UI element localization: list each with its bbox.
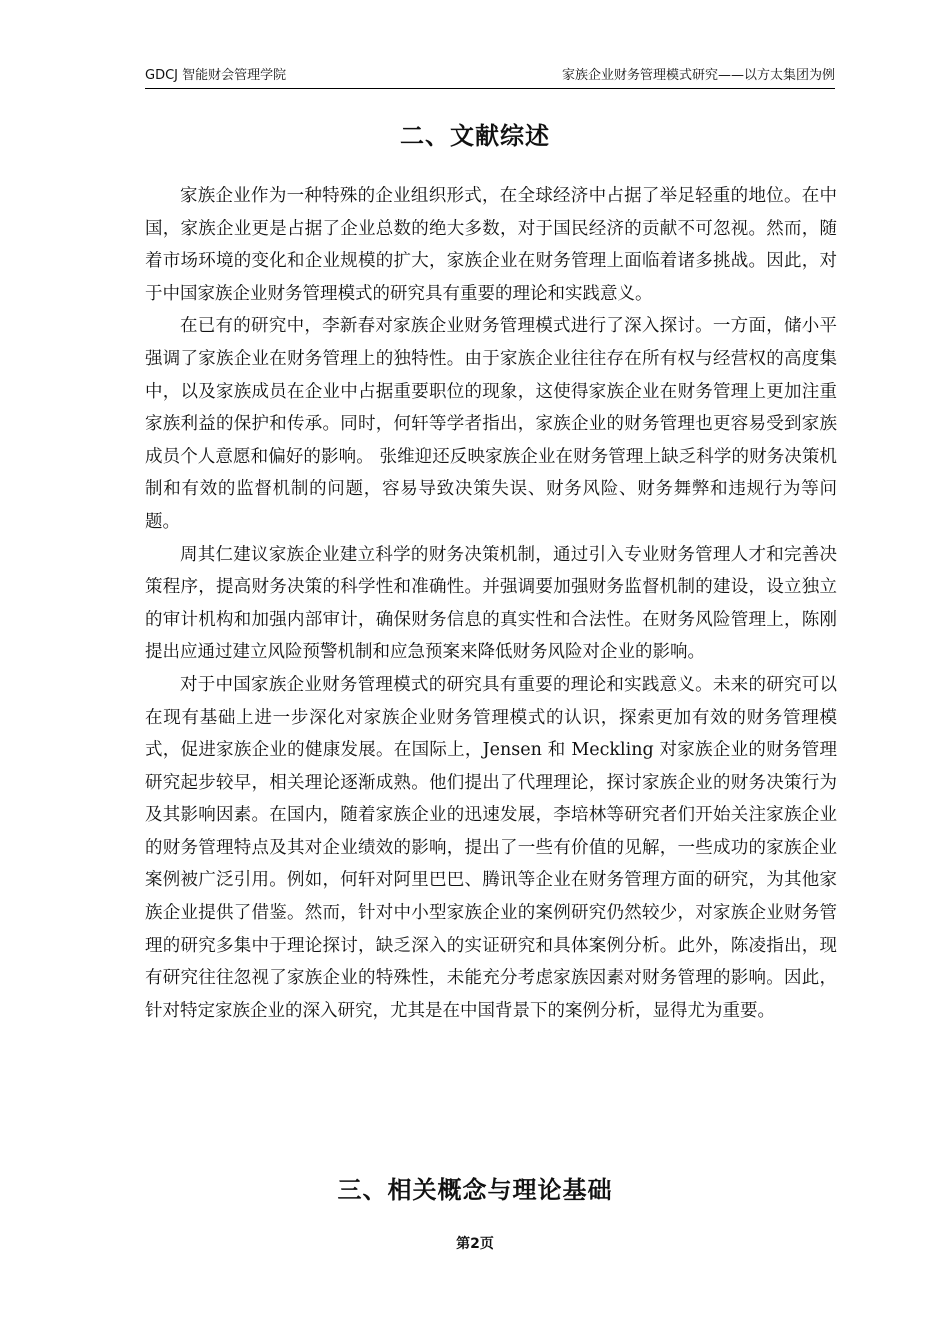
paragraph-1: 家族企业作为一种特殊的企业组织形式，在全球经济中占据了举足轻重的地位。在中国，家族企业更是占据了企业总数的绝大多数，对于国民经济的贡献不可忽视。然而，随着市场环境的变化和企业规模的扩大，家族企业在财务管理上面临着诸多挑战。因此，对于中国家族企业财务管理模式的研究具有重要的理论和实践意义。 xyxy=(145,186,837,304)
header-thesis-title: 家族企业财务管理模式研究——以方太集团为例 xyxy=(561,68,835,83)
paragraph-4: 对于中国家族企业财务管理模式的研究具有重要的理论和实践意义。未来的研究可以在现有基础上进一步深化对家族企业财务管理模式的认识，探索更加有效的财务管理模式，促进家族企业的健康发展。在国际上，Jensen 和 Meckling 对家族企业的财务管理研究起步较早，相关理论逐渐成熟。他们提出了代理理论，探讨家族企业的财务决策行为及其影响因素。在国内，随着家族企业的迅速发展，李培林等研究者们开始关注家族企业的财务管理特点及其对企业绩效的影响，提出了一些有价值的见解，一些成功的家族企业案例被广泛引用。例如，何轩对阿里巴巴、腾讯等企业在财务管理方面的研究，为其他家族企业提供了借鉴。然而，针对中小型家族企业的案例研究仍然较少，对家族企业财务管理的研究多集中于理论探讨，缺乏深入的实证研究和具体案例分析。此外，陈凌指出，现有研究往往忽视了家族企业的特殊性，未能充分考虑家族因素对财务管理的影响。因此，针对特定家族企业的深入研究，尤其是在中国背景下的案例分析，显得尤为重要。 xyxy=(145,674,837,1021)
page-header xyxy=(145,66,835,89)
paragraph-3: 周其仁建议家族企业建立科学的财务决策机制，通过引入专业财务管理人才和完善决策程序，提高财务决策的科学性和准确性。并强调要加强财务监督机制的建设，设立独立的审计机构和加强内部审计，确保财务信息的真实性和合法性。在财务风险管理上，陈刚提出应通过建立风险预警机制和应急预案来降低财务风险对企业的影响。 xyxy=(145,544,837,663)
section-title-theory-basis: 三、相关概念与理论基础 xyxy=(337,1176,613,1204)
header-institution: GDCJ 智能财会管理学院 xyxy=(145,68,287,83)
section-title-literature-review: 二、文献综述 xyxy=(400,122,550,150)
literature-review-body xyxy=(145,180,837,1027)
paragraph-2: 在已有的研究中，李新春对家族企业财务管理模式进行了深入探讨。一方面，储小平强调了家族企业在财务管理上的独特性。由于家族企业往往存在所有权与经营权的高度集中，以及家族成员在企业中占据重要职位的现象，这使得家族企业在财务管理上更加注重家族利益的保护和传承。同时，何轩等学者指出，家族企业的财务管理也更容易受到家族成员个人意愿和偏好的影响。 张维迎还反映家族企业在财务管理上缺乏科学的财务决策机制和有效的监督机制的问题，容易导致决策失误、财务风险、财务舞弊和违规行为等问题。 xyxy=(145,316,837,532)
page-number: 第2页 xyxy=(456,1236,494,1252)
